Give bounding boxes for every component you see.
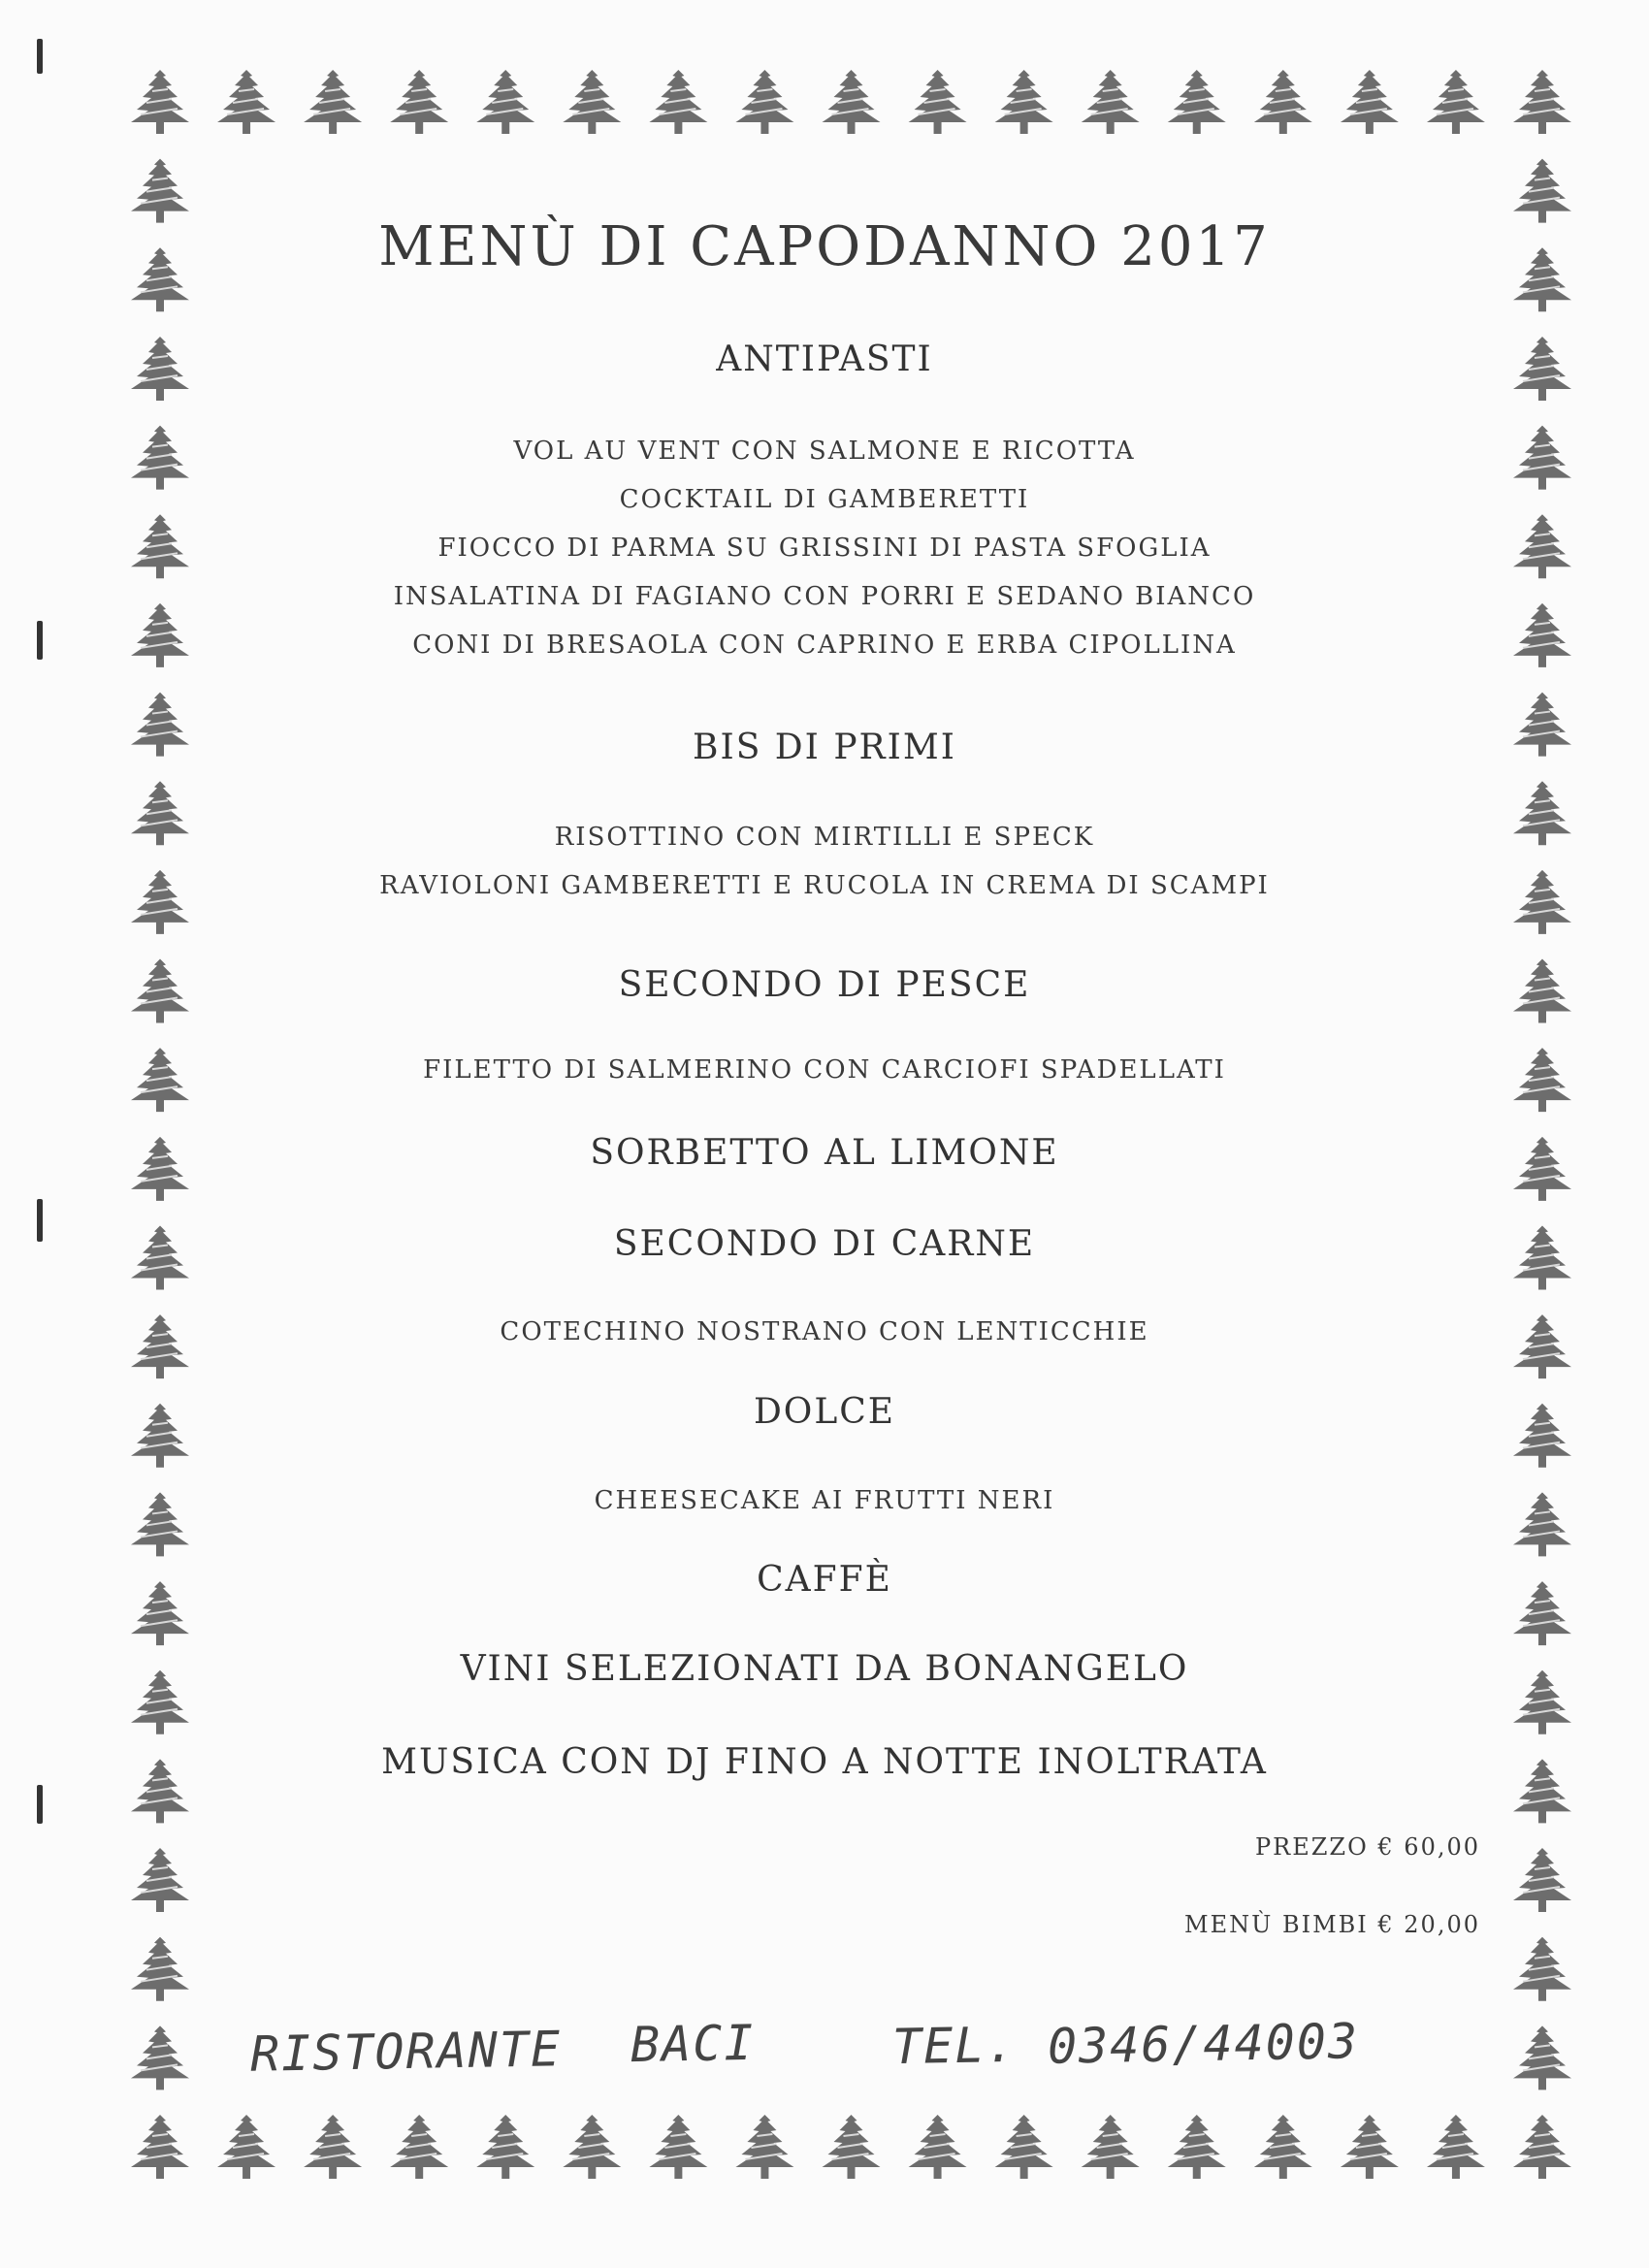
christmas-tree-icon (1168, 2115, 1226, 2179)
christmas-tree-icon (1341, 2115, 1399, 2179)
christmas-tree-icon (131, 159, 189, 223)
section-heading-sorbetto: SORBETTO AL LIMONE (590, 1133, 1059, 1173)
christmas-tree-icon (1513, 2115, 1571, 2179)
christmas-tree-icon (1513, 1848, 1571, 1912)
christmas-tree-icon (476, 70, 534, 134)
menu-item: VOL AU VENT CON SALMONE E RICOTTA (513, 437, 1136, 466)
christmas-tree-icon (1168, 70, 1226, 134)
christmas-tree-icon (1513, 159, 1571, 223)
christmas-tree-icon (1513, 1937, 1571, 2001)
christmas-tree-icon (649, 2115, 707, 2179)
christmas-tree-icon (217, 2115, 275, 2179)
christmas-tree-icon (1427, 2115, 1485, 2179)
christmas-tree-icon (735, 70, 793, 134)
handwritten-tel-number: 0346/44003 (1047, 2013, 1360, 2075)
christmas-tree-icon (131, 2115, 189, 2179)
christmas-tree-icon (390, 70, 448, 134)
menu-item: FIOCCO DI PARMA SU GRISSINI DI PASTA SFOGLIA (437, 534, 1212, 563)
section-heading-musica: MUSICA CON DJ FINO A NOTTE INOLTRATA (381, 1742, 1268, 1782)
section-heading-antipasti: ANTIPASTI (716, 340, 933, 379)
christmas-tree-icon (1427, 70, 1485, 134)
christmas-tree-icon (131, 70, 189, 134)
christmas-tree-icon (304, 70, 362, 134)
christmas-tree-icon (1341, 70, 1399, 134)
christmas-tree-icon (823, 70, 881, 134)
menu-title: MENÙ DI CAPODANNO 2017 (378, 215, 1271, 278)
christmas-tree-icon (995, 2115, 1053, 2179)
scan-mark (37, 1785, 43, 1824)
menu-item: RAVIOLONI GAMBERETTI E RUCOLA IN CREMA DI SCAMPI (379, 871, 1270, 900)
section-heading-bis-di-primi: BIS DI PRIMI (693, 728, 956, 767)
christmas-tree-icon (1513, 2025, 1571, 2090)
christmas-tree-icon (563, 2115, 621, 2179)
section-heading-secondo-di-carne: SECONDO DI CARNE (613, 1224, 1036, 1264)
handwritten-tel-label: TEL. (891, 2016, 1018, 2076)
christmas-tree-icon (131, 2025, 189, 2090)
christmas-tree-icon (304, 2115, 362, 2179)
adult-price: PREZZO € 60,00 (1255, 1833, 1480, 1861)
menu-item: RISOTTINO CON MIRTILLI E SPECK (554, 823, 1095, 852)
christmas-tree-icon (1254, 2115, 1312, 2179)
christmas-tree-icon (995, 70, 1053, 134)
christmas-tree-icon (131, 1937, 189, 2001)
christmas-tree-icon (1082, 70, 1140, 134)
christmas-tree-icon (476, 2115, 534, 2179)
menu-item: COTECHINO NOSTRANO CON LENTICCHIE (500, 1317, 1149, 1346)
christmas-tree-icon (390, 2115, 448, 2179)
christmas-tree-icon (217, 70, 275, 134)
menu-item: CONI DI BRESAOLA CON CAPRINO E ERBA CIPOLLINA (412, 631, 1237, 660)
christmas-tree-icon (1082, 2115, 1140, 2179)
christmas-tree-icon (735, 2115, 793, 2179)
christmas-tree-icon (1254, 70, 1312, 134)
christmas-tree-icon (563, 70, 621, 134)
section-heading-dolce: DOLCE (753, 1392, 896, 1432)
christmas-tree-icon (909, 70, 967, 134)
handwritten-restaurant: RISTORANTE (249, 2021, 563, 2083)
christmas-tree-icon (131, 1848, 189, 1912)
menu-item: INSALATINA DI FAGIANO CON PORRI E SEDANO BIANCO (393, 582, 1256, 611)
christmas-tree-icon (909, 2115, 967, 2179)
christmas-tree-icon (1513, 70, 1571, 134)
christmas-tree-icon (649, 70, 707, 134)
menu-item: CHEESECAKE AI FRUTTI NERI (594, 1486, 1055, 1515)
handwritten-name: BACI (630, 2014, 756, 2074)
christmas-tree-icon (823, 2115, 881, 2179)
section-heading-secondo-di-pesce: SECONDO DI PESCE (618, 965, 1031, 1005)
scan-mark (37, 39, 43, 74)
menu-item: COCKTAIL DI GAMBERETTI (619, 485, 1030, 514)
section-heading-vini: VINI SELEZIONATI DA BONANGELO (460, 1649, 1189, 1689)
menu-item: FILETTO DI SALMERINO CON CARCIOFI SPADELLATI (423, 1055, 1226, 1085)
kids-price: MENÙ BIMBI € 20,00 (1184, 1911, 1480, 1938)
section-heading-caffe: CAFFÈ (757, 1560, 892, 1600)
